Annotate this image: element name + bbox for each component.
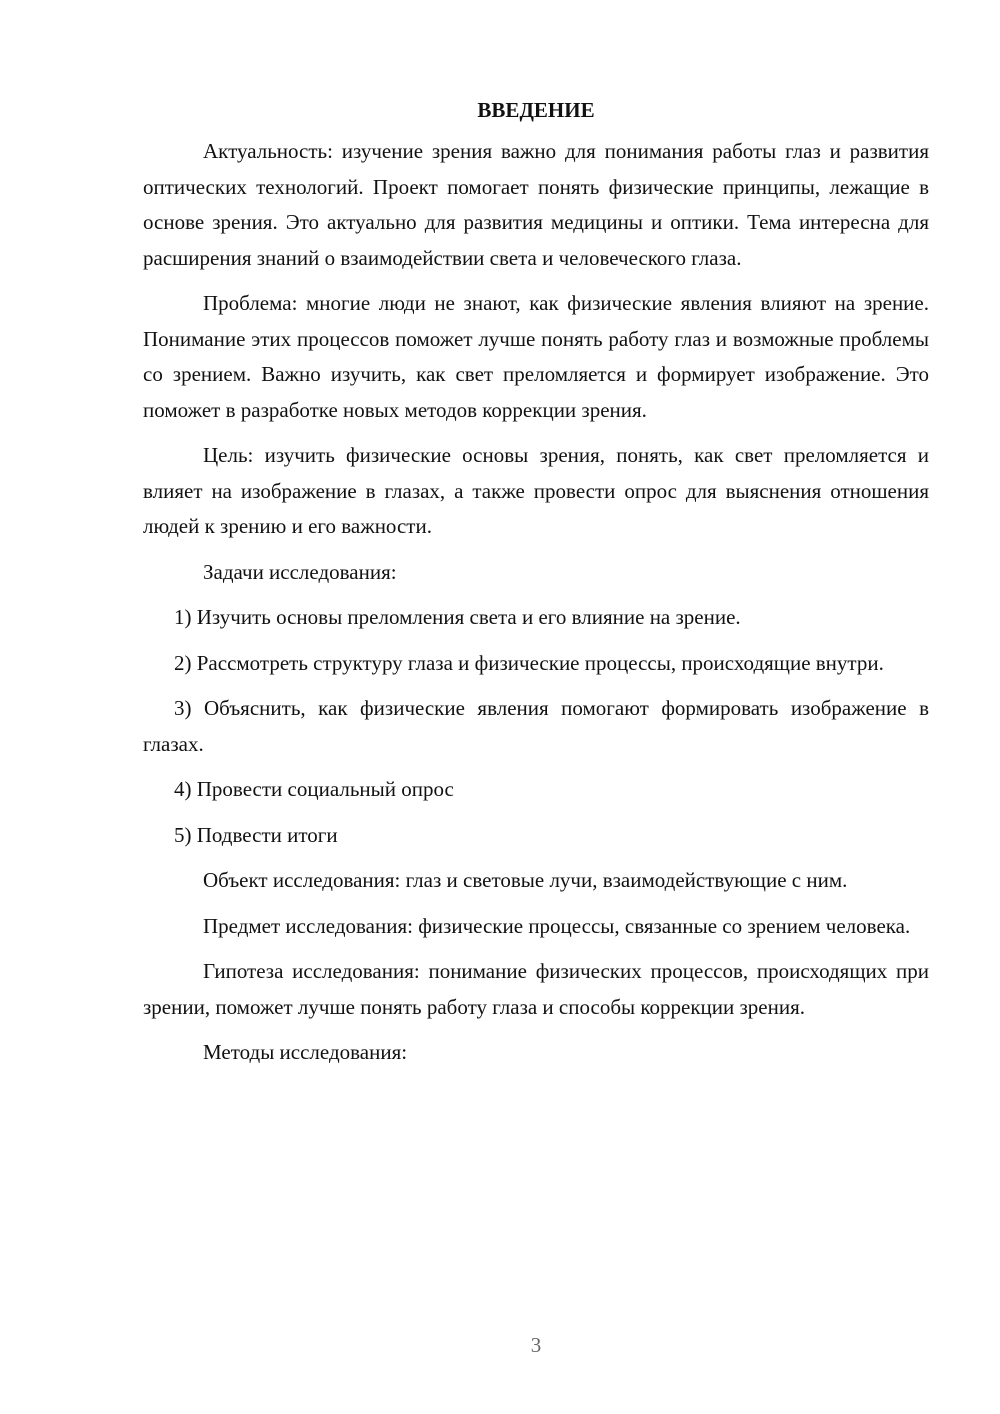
goal-paragraph: Цель: изучить физические основы зрения, понять, как свет преломляется и влияет на изображение в глазах, а также провести опрос для выяснения отношения людей к зрению и его важности. [143, 443, 929, 538]
document-page [143, 95, 929, 1081]
subject-paragraph: Предмет исследования: физические процессы, связанные со зрением человека. [203, 913, 911, 938]
object-paragraph: Объект исследования: глаз и световые лучи, взаимодействующие с ним. [203, 868, 848, 892]
tasks-heading: Задачи исследования: [203, 559, 397, 584]
hypothesis-paragraph: Гипотеза исследования: понимание физических процессов, происходящих при зрении, поможет лучше понять работу глаза и способы коррекции зрения. [143, 959, 929, 1019]
relevance-paragraph: Актуальность: изучение зрения важно для понимания работы глаз и развития оптических технологий. Проект помогает понять физические принципы, лежащие в основе зрения. Это актуально для развития медицины и оптики. Тема интересна для расширения знаний о взаимодействии света и человеческого глаза. [143, 139, 929, 270]
problem-paragraph: Проблема: многие люди не знают, как физические явления влияют на зрение. Понимание этих процессов поможет лучше понять работу глаз и возможные проблемы со зрением. Важно изучить, как свет преломляется и формирует изображение. Это поможет в разработке новых методов коррекции зрения. [143, 291, 929, 422]
list-item: 2) Рассмотреть структуру глаза и физические процессы, происходящие внутри. [174, 650, 884, 675]
page-number: 3 [530, 1333, 542, 1357]
tasks-list [143, 600, 929, 853]
list-item: 3) Объяснить, как физические явления помогают формировать изображение в глазах. [143, 696, 929, 756]
list-item: 5) Подвести итоги [174, 822, 338, 847]
list-item: 1) Изучить основы преломления света и его влияние на зрение. [174, 605, 741, 629]
list-item: 4) Провести социальный опрос [174, 777, 454, 801]
methods-paragraph: Методы исследования: [203, 1040, 408, 1064]
page-title: ВВЕДЕНИЕ [477, 98, 595, 122]
